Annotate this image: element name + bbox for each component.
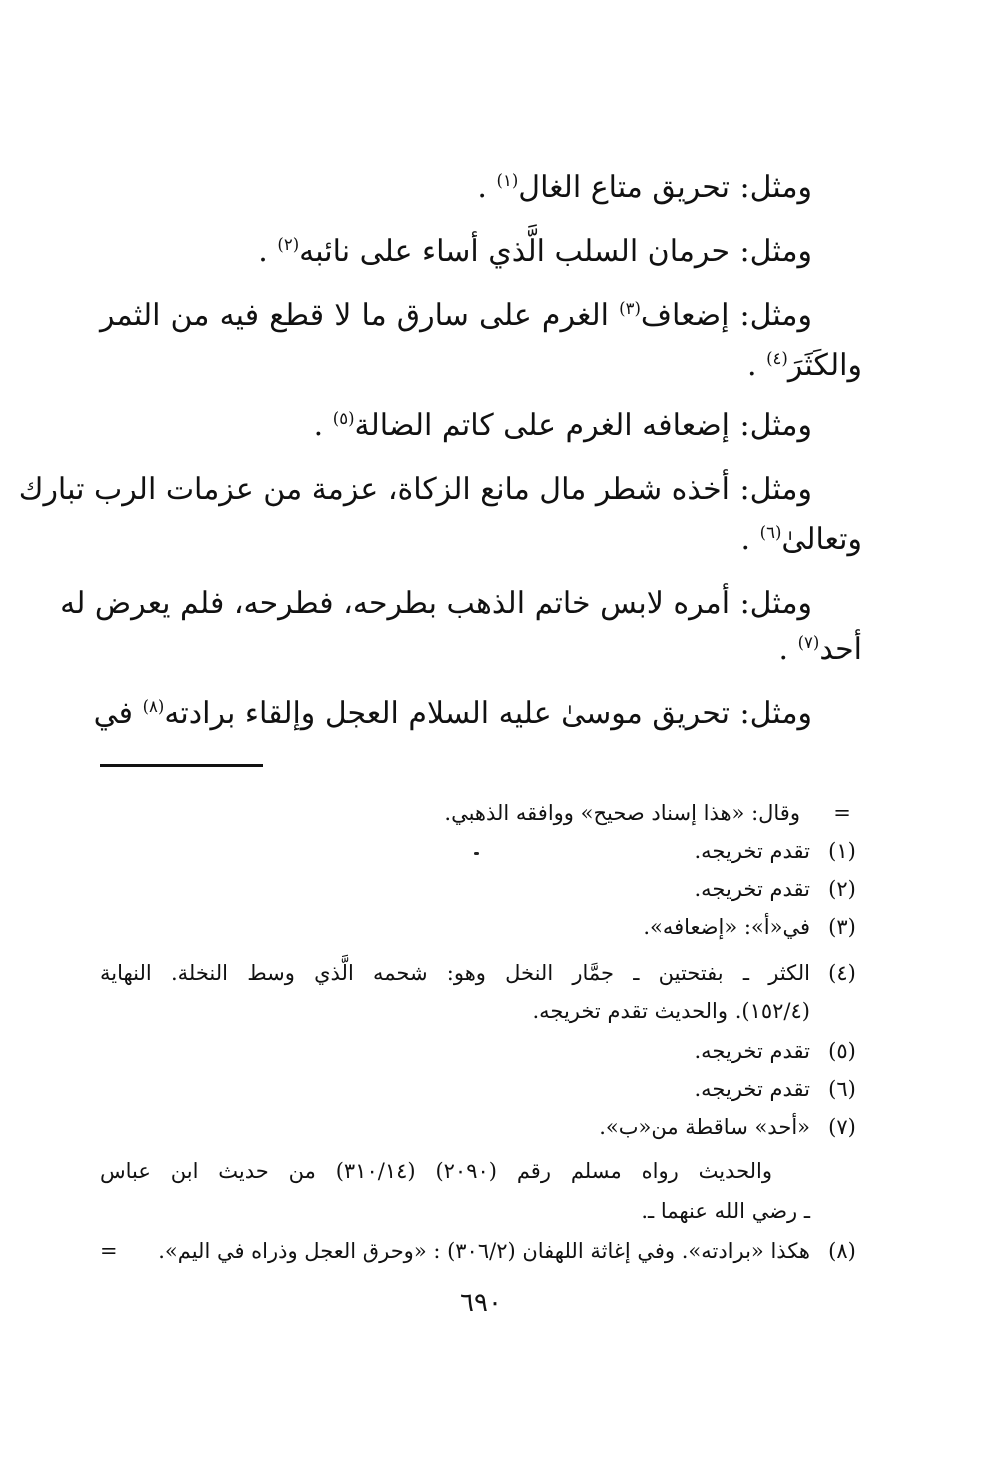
page-number: ٦٩٠ — [460, 1288, 502, 1318]
footnote-number: (٥) — [828, 1039, 856, 1063]
footnote-ref-6[interactable]: (٦) — [759, 523, 782, 542]
footnote-ref-4[interactable]: (٤) — [766, 349, 788, 368]
footnote-number: (٤) — [828, 961, 856, 985]
footnote-number: (٢) — [828, 877, 856, 901]
footnote-number: (٦) — [828, 1077, 856, 1101]
body-line-5: ومثل: إضعافه الغرم على كاتم الضالة$^{(٥)}$ . — [313, 408, 812, 443]
body-line-7: وتعالىٰ$^{(٦)}$ . — [740, 522, 862, 557]
book-page: ومثل: تحريق متاع الغال$^{(١)}$ . ومثل: حرمان السلب الَّذي أساء على نائبه$^{(٢)}$ . ومثل: إضعاف$^{(٣)}$ الغرم على سارق ما لا قطع فيه من الثمر والكَثَرَ$^{(٤)}$ . ومثل: إضعافه الغرم على كاتم الضالة$^{(٥)}$ . ومثل: أخذه شطر مال مانع الزكاة، عزمة من عزمات الرب تبارك وتعالىٰ$^{(٦)}$ . ومثل: أمره لابس خاتم الذهب بطرحه، فطرحه، فلم يعرض له أحد$^{(٧)}$ . ومثل: تحريق موسىٰ عليه السلام العجل وإلقاء برادته$^{(٨)}$ في = وقال: «هذا إسناد صحيح» ووافقه الذهبي. (١) تقدم تخريجه. (٢) تقدم تخريجه. (٣) في«أ»: «إضعافه». (٤) الكثر ـ بفتحتين ـ جمَّار النخل وهو: شحمه الَّذي وسط النخلة. النهاية (١٥٢/٤). والحديث تقدم تخريجه. (٥) تقدم تخريجه. (٦) تقدم تخريجه. (٧) «أحد» ساقطة من«ب». والحديث رواه مسلم رقم (٢٠٩٠) (٣١٠/١٤) من حديث ابن عباس ـ رضي الله عنهما ـ. (٨) هكذا «برادته». وفي إغاثة اللهفان (٣٠٦/٢) : «وحرق العجل وذراه في اليم». = ٦٩٠ — [100, 0, 862, 1458]
footnote-ref-7[interactable]: (٧) — [797, 633, 820, 652]
body-line-9: أحد$^{(٧)}$ . — [778, 632, 862, 667]
footnote-number: (٧) — [828, 1115, 856, 1139]
body-line-3: ومثل: إضعاف$^{(٣)}$ الغرم على سارق ما لا قطع فيه من الثمر — [100, 298, 812, 333]
footnote-number: (١) — [828, 839, 856, 863]
continuation-mark: = — [833, 801, 851, 825]
footnote-number: (٣) — [828, 915, 856, 939]
body-line-2: ومثل: حرمان السلب الَّذي أساء على نائبه$^{(٢)}$ . — [258, 234, 812, 269]
continuation-mark: = — [100, 1239, 118, 1263]
body-line-4: والكَثَرَ$^{(٤)}$ . — [747, 348, 862, 383]
footnote-ref-3[interactable]: (٣) — [619, 299, 641, 318]
footnote-ref-8[interactable]: (٨) — [142, 697, 165, 716]
footnote-number: (٨) — [828, 1239, 856, 1263]
body-line-8: ومثل: أمره لابس خاتم الذهب بطرحه، فطرحه، فلم يعرض له — [60, 586, 812, 621]
footnote-ref-5[interactable]: (٥) — [332, 409, 355, 428]
footnote-ref-1[interactable]: (١) — [496, 171, 519, 190]
body-line-6: ومثل: أخذه شطر مال مانع الزكاة، عزمة من عزمات الرب تبارك — [18, 472, 812, 507]
footnote-ref-2[interactable]: (٢) — [277, 235, 300, 254]
body-line-10: ومثل: تحريق موسىٰ عليه السلام العجل وإلقاء برادته$^{(٨)}$ في — [93, 696, 812, 731]
body-line-1: ومثل: تحريق متاع الغال$^{(١)}$ . — [477, 170, 812, 205]
